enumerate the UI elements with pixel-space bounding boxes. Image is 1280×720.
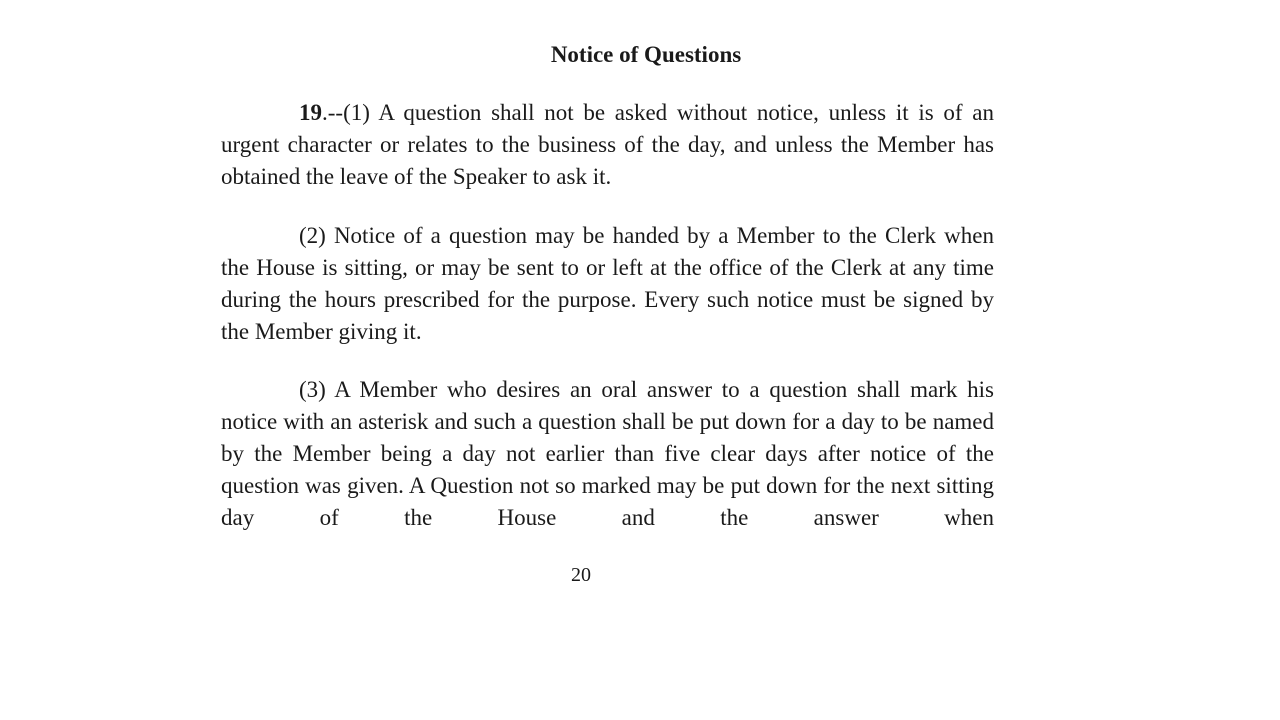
- paragraph-19-1: [221, 97, 994, 193]
- rule-number: 19: [299, 100, 322, 125]
- page-number: 20: [571, 564, 591, 586]
- section-heading: Notice of Questions: [550, 42, 742, 67]
- paragraph-19-2: (2) Notice of a question may be handed by a Member to the Clerk when the House is sitting, or may be sent to or left at the office of the Clerk at any time during the hours prescribed for the purpose. Every such notice must be signed by the Member giving it.: [221, 223, 994, 344]
- paragraph-19-3: (3) A Member who desires an oral answer to a question shall mark his notice with an asterisk and such a question shall be put down for a day to be named by the Member being a day not earlier than five clear days after notice of the question was given. A Question not so marked may be put down for the next sitting day of the House and the answer when: [221, 377, 994, 530]
- paragraph-text: .--(1) A question shall not be asked without notice, unless it is of an urgent character or relates to the business of the day, and unless the Member has obtained the leave of the Speaker to ask it.: [221, 100, 994, 189]
